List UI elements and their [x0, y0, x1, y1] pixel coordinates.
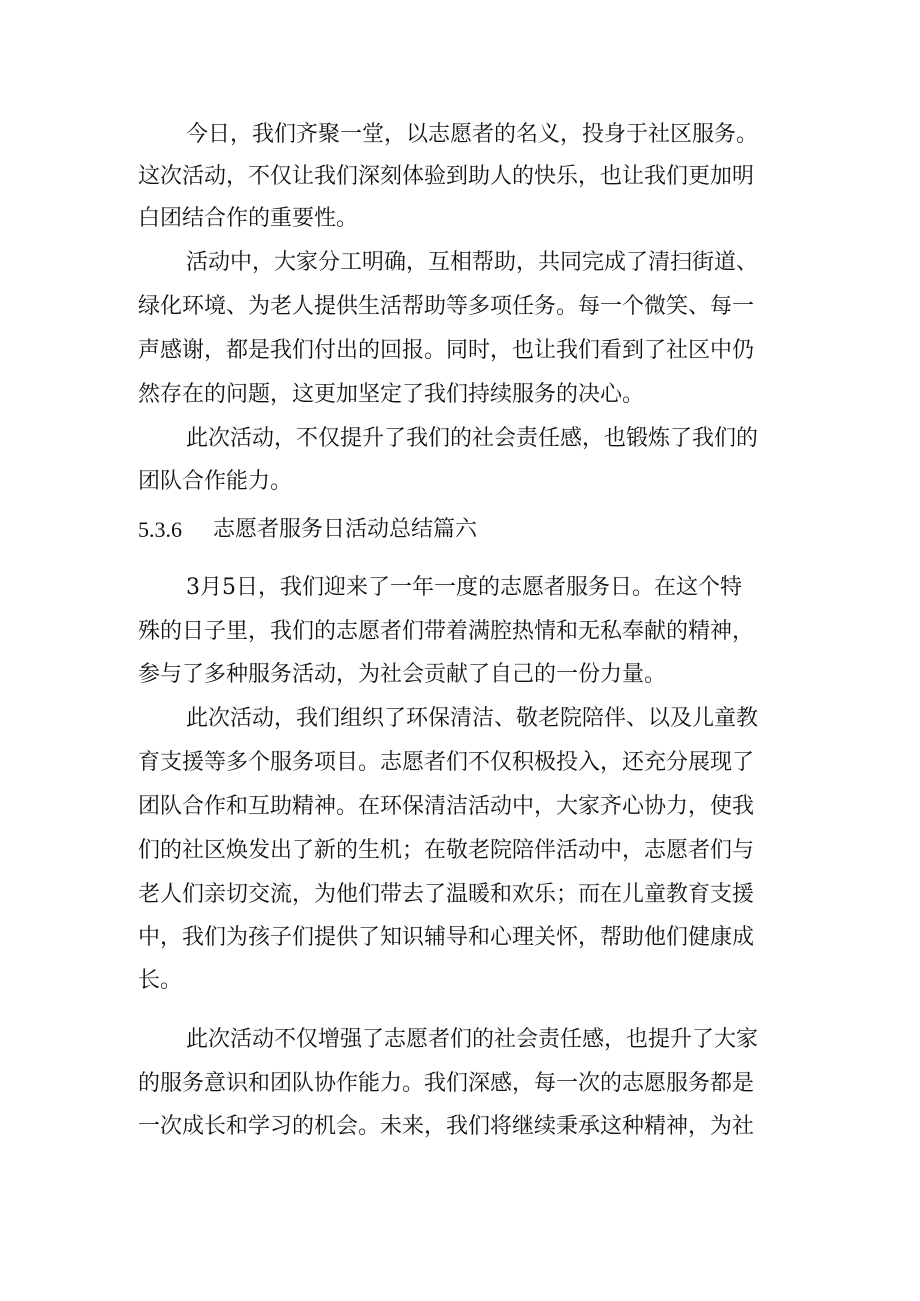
paragraph-line: 绿化环境、为老人提供生活帮助等多项任务。每一个微笑、每一 [138, 294, 755, 319]
paragraph-line: 长。 [138, 968, 183, 993]
paragraph-line: 们的社区焕发出了新的生机；在敬老院陪伴活动中，志愿者们与 [138, 838, 755, 863]
paragraph-line: 此次活动，不仅提升了我们的社会责任感，也锻炼了我们的 [186, 426, 759, 451]
paragraph-line: 殊的日子里，我们的志愿者们带着满腔热情和无私奉献的精神， [138, 619, 755, 644]
paragraph-line: 白团结合作的重要性。 [138, 206, 359, 231]
paragraph-line: 声感谢，都是我们付出的回报。同时，也让我们看到了社区中仍 [138, 338, 755, 363]
paragraph-line: 团队合作能力。 [138, 469, 293, 494]
paragraph-line: 中，我们为孩子们提供了知识辅导和心理关怀，帮助他们健康成 [138, 925, 755, 950]
section-number: 5.3.6 [138, 517, 182, 542]
paragraph-line: 育支援等多个服务项目。志愿者们不仅积极投入，还充分展现了 [138, 750, 755, 775]
section-title: 志愿者服务日活动总结篇六 [213, 517, 478, 542]
paragraph-line: 今日，我们齐聚一堂，以志愿者的名义，投身于社区服务。 [186, 122, 759, 147]
paragraph-line: 一次成长和学习的机会。未来，我们将继续秉承这种精神，为社 [138, 1114, 755, 1139]
paragraph-line: 团队合作和互助精神。在环保清洁活动中，大家齐心协力，使我 [138, 794, 755, 819]
paragraph-line: 老人们亲切交流，为他们带去了温暖和欢乐；而在儿童教育支援 [138, 882, 755, 907]
paragraph-line: 这次活动，不仅让我们深刻体验到助人的快乐，也让我们更加明 [138, 164, 755, 189]
paragraph-line: 3月5日，我们迎来了一年一度的志愿者服务日。在这个特 [186, 575, 742, 600]
paragraph-line: 参与了多种服务活动，为社会贡献了自己的一份力量。 [138, 662, 667, 687]
paragraph-line: 然存在的问题，这更加坚定了我们持续服务的决心。 [138, 382, 645, 407]
paragraph-line: 此次活动，我们组织了环保清洁、敬老院陪伴、以及儿童教 [186, 706, 759, 731]
paragraph-line: 活动中，大家分工明确，互相帮助，共同完成了清扫街道、 [186, 250, 759, 275]
paragraph-line: 此次活动不仅增强了志愿者们的社会责任感，也提升了大家 [186, 1027, 759, 1052]
paragraph-line: 的服务意识和团队协作能力。我们深感，每一次的志愿服务都是 [138, 1071, 755, 1096]
